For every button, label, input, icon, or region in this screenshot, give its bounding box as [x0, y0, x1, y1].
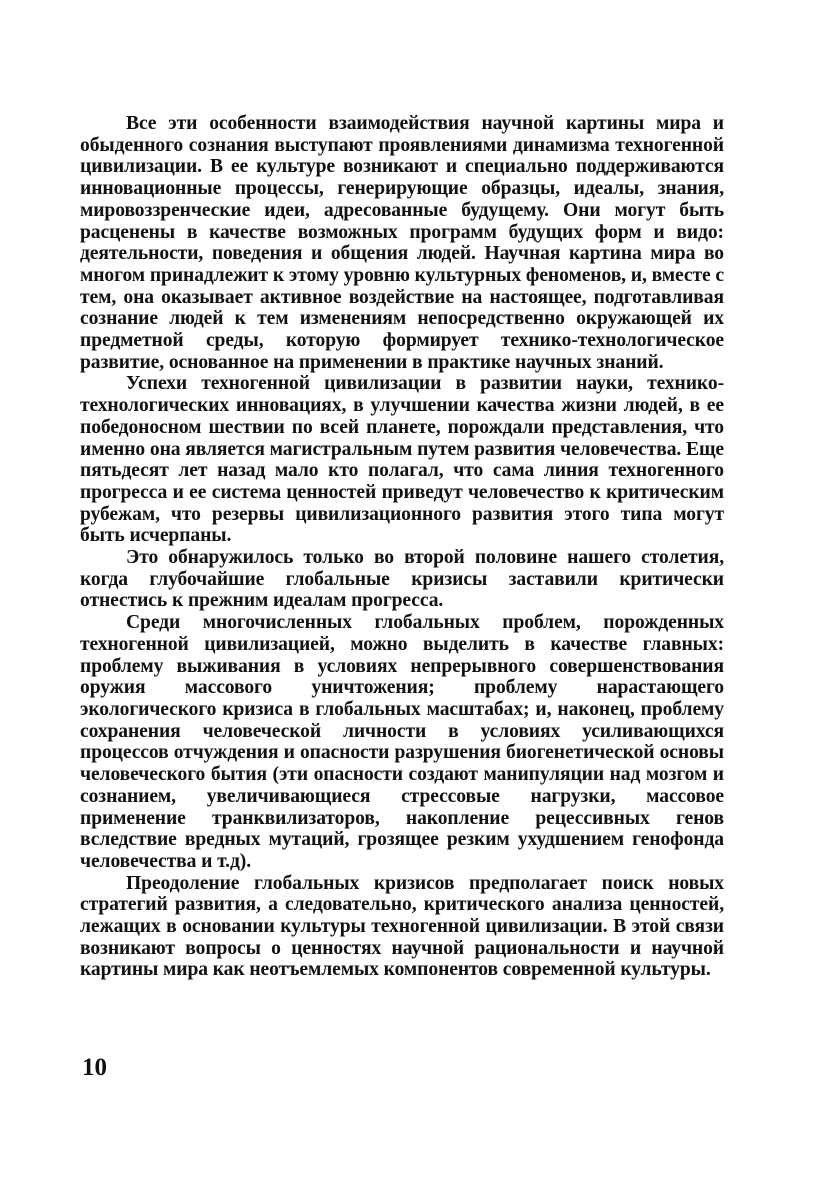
- paragraph-2: Успехи техногенной цивилизации в развитии науки, технико-технологических инновациях, в улучшении качества жизни людей, в ее победоносном шествии по всей планете, порождали представления, что именно она является магистральным путем развития человечества. Еще пятьдесят лет назад мало кто полагал, что сама линия техногенного прогресса и ее система ценностей приведут человечество к критическим рубежам, что резервы цивилизационного развития этого типа могут быть исчерпаны.: [80, 373, 725, 547]
- body-text: [80, 113, 724, 981]
- paragraph-4: Среди многочисленных глобальных проблем, порожденных техногенной цивилизацией, можно выделить в качестве главных: проблему выживания в условиях непрерывного совершенствования оружия массового уничтожения; проблему нарастающего экологического кризиса в глобальных масштабах; и, наконец, проблему сохранения человеческой личности в условиях усиливающихся процессов отчуждения и опасности разрушения биогенетической основы человеческого бытия (эти опасности создают манипуляции над мозгом и сознанием, увеличивающиеся стрессовые нагрузки, массовое применение транквилизаторов, накопление рецессивных генов вследствие вредных мутаций, грозящее резким ухудшением генофонда человечества и т.д).: [80, 612, 724, 872]
- page-number: 10: [82, 1054, 107, 1081]
- paragraph-1: Все эти особенности взаимодействия научной картины мира и обыденного сознания выступают проявлениями динамизма техногенной цивилизации. В ее культуре возникают и специально поддерживаются инновационные процессы, генерирующие образцы, идеалы, знания, мировоззренческие идеи, адресованные будущему. Они могут быть расценены в качестве возможных программ будущих форм и видо: деятельности, поведения и общения людей. Научная картина мира во многом принадлежит к этому уровню культурных феноменов, и, вместе с тем, она оказывает активное воздействие на настоящее, подготавливая сознание людей к тем изменениям непосредственно окружающей их предметной среды, которую формирует технико-технологическое развитие, основанное на применении в практике научных знаний.: [80, 113, 724, 373]
- paragraph-5: Преодоление глобальных кризисов предполагает поиск новых стратегий развития, а следовательно, критического анализа ценностей, лежащих в основании культуры техногенной цивилизации. В этой связи возникают вопросы о ценностях научной рациональности и научной картины мира как неотъемлемых компонентов современной культуры.: [80, 872, 724, 981]
- paragraph-3: Это обнаружилось только во второй половине нашего столетия, когда глубочайшие глобальные кризисы заставили критически отнестись к прежним идеалам прогресса.: [80, 547, 724, 612]
